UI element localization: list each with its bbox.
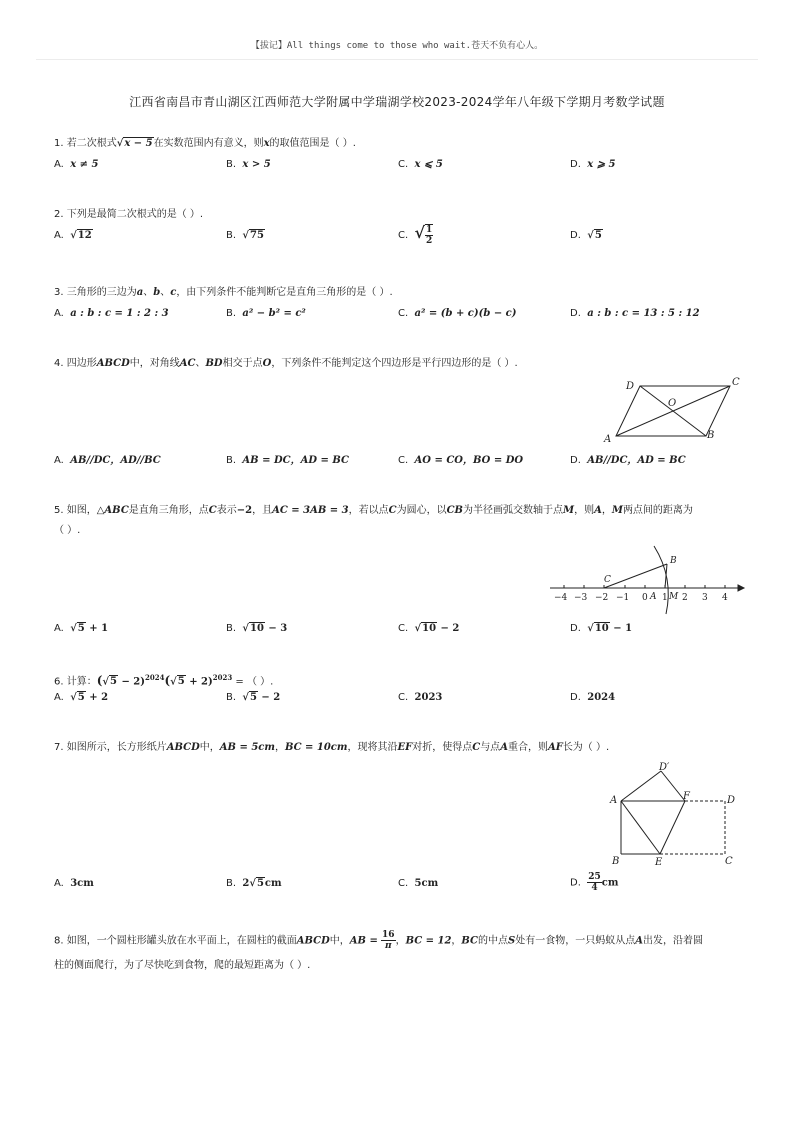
question-2-stem: 2. 下列是最简二次根式的是（ ）.: [54, 209, 204, 220]
question-5-number-line-figure: [546, 542, 746, 618]
question-5-option-b[interactable]: B. √10 − 3: [226, 623, 288, 634]
number-line-arrow: [738, 585, 744, 591]
diagonal-bd: [640, 386, 706, 436]
question-5-stem-cont: （ ）.: [54, 525, 81, 536]
tick-label: −1: [616, 593, 630, 603]
question-4-option-b[interactable]: B. AB = DC，AD = BC: [226, 455, 349, 466]
question-4-parallelogram-figure: [596, 372, 746, 446]
label-b: B: [670, 556, 677, 566]
label-b: B: [612, 856, 620, 867]
label-o: O: [668, 398, 677, 409]
question-8-stem-cont: 柱的侧面爬行，为了尽快吃到食物，爬的最短距离为（ ）.: [54, 960, 311, 971]
question-7-option-b[interactable]: B. 2√5cm: [226, 878, 282, 889]
tick-label: −4: [554, 593, 568, 603]
question-1-option-c[interactable]: C. x ⩽ 5: [398, 159, 443, 170]
question-3-option-c[interactable]: C. a² = (b + c)(b − c): [398, 308, 517, 319]
question-3-stem: 3. 三角形的三边为a、b、c，由下列条件不能判断它是直角三角形的是（ ）.: [54, 287, 393, 298]
question-7-stem: 7. 如图所示，长方形纸片ABCD中，AB = 5cm，BC = 10cm，现将其沿EF对折，使得点C与点A重合，则AF长为（ ）.: [54, 742, 610, 753]
label-c: C: [725, 856, 733, 867]
question-4-stem: 4. 四边形ABCD中，对角线AC、BD相交于点O，下列条件不能判定这个四边形是平行四边形的是（ ）.: [54, 358, 518, 369]
question-5-option-a[interactable]: A. √5 + 1: [54, 623, 109, 634]
fold-ef: [660, 801, 685, 854]
tick-label: 3: [702, 593, 708, 603]
label-e: E: [655, 857, 663, 868]
question-7-option-d[interactable]: D. $\frac{25}{4}$ cm: [570, 872, 619, 893]
question-4-option-d[interactable]: D. AB//DC，AD = BC: [570, 455, 686, 466]
question-7-option-c[interactable]: C. 5cm: [398, 878, 439, 889]
question-4-option-c[interactable]: C. AO = CO，BO = DO: [398, 455, 524, 466]
edge-ad-prime: [621, 771, 661, 801]
question-3-option-d[interactable]: D. a : b : c = 13 : 5 : 12: [570, 308, 700, 319]
page-title: 江西省南昌市青山湖区江西师范大学附属中学瑞湖学校2023-2024学年八年级下学期月考数学试题: [129, 95, 665, 109]
question-6-option-a[interactable]: A. √5 + 2: [54, 692, 109, 703]
question-4-option-a[interactable]: A. AB//DC，AD//BC: [54, 455, 161, 466]
question-5-stem: 5. 如图，△ABC是直角三角形，点C表示−2，且AC = 3AB = 3，若以点C为圆心，以CB为半径画弧交数轴于点M，则A，M两点间的距离为: [54, 505, 693, 516]
label-c: C: [604, 575, 611, 585]
question-6-option-b[interactable]: B. √5 − 2: [226, 692, 281, 703]
question-1-option-a[interactable]: A. x ≠ 5: [54, 159, 99, 170]
tick-label: 4: [722, 593, 728, 603]
question-5-option-c[interactable]: C. √10 − 2: [398, 623, 460, 634]
question-1-stem: 1. 若二次根式√x − 5在实数范围内有意义，则x的取值范围是（ ）.: [54, 138, 356, 149]
segment-cb: [604, 564, 667, 588]
question-8-stem: 8. 如图，一个圆柱形罐头放在水平面上，在圆柱的截面ABCD中，AB = $\frac{16}{\pi}$ ，BC = 12，BC的中点S处有一食物，一只蚂蚁从点A出发，沿着圆: [54, 930, 704, 951]
label-a: A: [604, 434, 612, 445]
question-6-option-d[interactable]: D. 2024: [570, 692, 616, 703]
label-c: C: [732, 377, 740, 388]
question-6-option-c[interactable]: C. 2023: [398, 692, 443, 703]
question-7-option-a[interactable]: A. 3cm: [54, 878, 94, 889]
label-f: F: [683, 791, 690, 802]
tick-label: −3: [574, 593, 588, 603]
question-3-option-a[interactable]: A. a : b : c = 1 : 2 : 3: [54, 308, 169, 319]
label-d-prime: D′: [659, 762, 670, 773]
tick-label: 2: [682, 593, 688, 603]
label-d: D: [626, 381, 635, 392]
question-1-option-b[interactable]: B. x > 5: [226, 159, 271, 170]
question-1-option-d[interactable]: D. x ⩾ 5: [570, 159, 616, 170]
edge-d-prime-f: [661, 771, 685, 801]
question-2-option-c[interactable]: C. √ $\frac{1}{2}$: [398, 223, 433, 246]
question-2-option-a[interactable]: A. √12: [54, 230, 92, 241]
label-b: B: [707, 430, 715, 441]
question-2-option-d[interactable]: D. √5: [570, 230, 602, 241]
edge-ae: [621, 801, 660, 854]
question-2-option-b[interactable]: B. √75: [226, 230, 264, 241]
question-7-folded-rectangle-figure: [604, 758, 750, 870]
label-a: A: [650, 592, 657, 602]
label-a: A: [610, 795, 618, 806]
tick-label: 0: [642, 593, 648, 603]
label-d: D: [727, 795, 736, 806]
question-6-stem: 6. 计算：$(√5 - 2)^{2024}(√5 + 2)^{2023}$ = （ ）.: [54, 673, 274, 688]
tick-label: 1: [662, 593, 668, 603]
tick-label: −2: [595, 593, 609, 603]
question-5-option-d[interactable]: D. √10 − 1: [570, 623, 633, 634]
question-3-option-b[interactable]: B. a² − b² = c²: [226, 308, 306, 319]
header-note: 【拔记】All things come to those who wait.苍天不负有心人。: [250, 41, 544, 51]
label-m: M: [669, 592, 679, 602]
header-divider: [36, 59, 758, 60]
